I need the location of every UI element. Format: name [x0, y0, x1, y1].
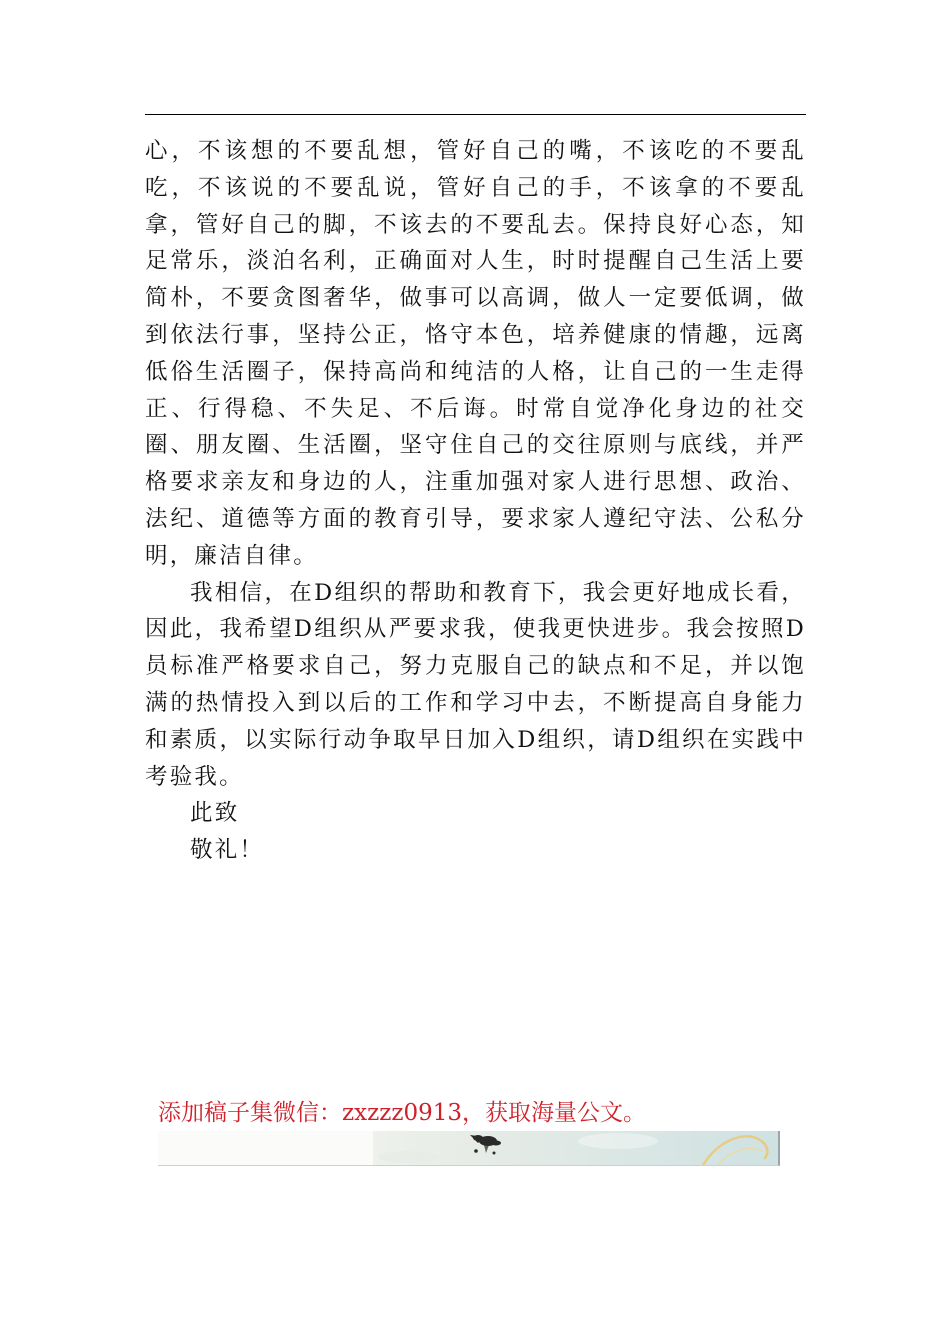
golden-curve: [703, 1136, 767, 1165]
ink-bird-icon: [470, 1135, 501, 1155]
header-rule: [145, 114, 806, 115]
promo-banner-image: [158, 1131, 780, 1166]
closing-salutation: 此致: [190, 800, 240, 827]
paragraph-continuation: 心，不该想的不要乱想，管好自己的嘴，不该吃的不要乱吃，不该说的不要乱说，管好自己的手，不该拿的不要乱拿，管好自己的脚，不该去的不要乱去。保持良好心态，知足常乐，淡泊名利，正确面对人生，时时提醒自己生活上要简朴，不要贪图奢华，做事可以高调，做人一定要低调，做到依法行事，坚持公正，恪守本色，培养健康的情趣，远离低俗生活圈子，保持高尚和纯洁的人格，让自己的一生走得正、行得稳、不失足、不后诲。时常自觉净化身边的社交圈、朋友圈、生活圈，坚守住自己的交往原则与底线，并严格要求亲友和身边的人，注重加强对家人进行思想、政治、法纪、道德等方面的教育引导，要求家人遵纪守法、公私分明，廉洁自律。: [145, 138, 806, 569]
closing-regards: 敬礼！: [190, 837, 265, 864]
document-body: [145, 133, 806, 869]
paragraph-belief: 我相信，在D组织的帮助和教育下，我会更好地成长看，因此，我希望D组织从严要求我，使我更快进步。我会按照D员标准严格要求自己，努力克服自己的缺点和不足，并以饱满的热情投入到以后的工作和学习中去，不断提高自身能力和素质，以实际行动争取早日加入D组织，请D组织在实践中考验我。: [145, 579, 806, 790]
promo-text: 添加稿子集微信：zxzzz0913，获取海量公文。: [158, 1100, 646, 1126]
